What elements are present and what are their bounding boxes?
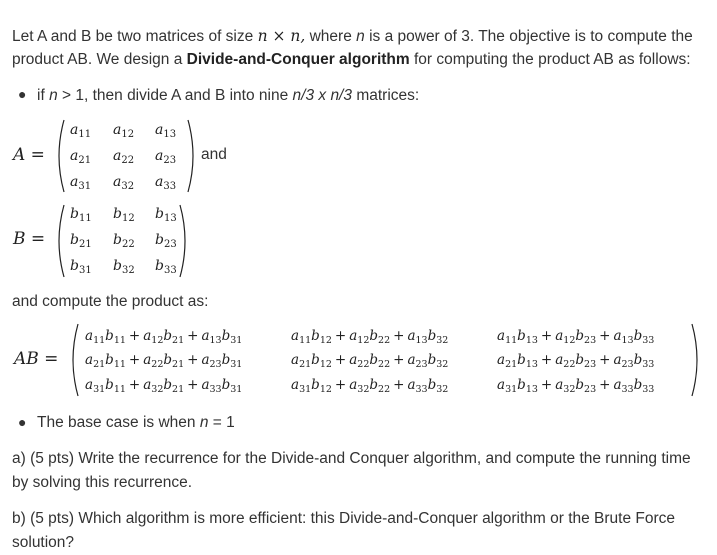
intro-text: product AB. We design a bbox=[12, 51, 183, 68]
bullet-text: = 1 bbox=[212, 414, 235, 431]
bullet-text: matrices: bbox=[356, 87, 420, 104]
matrix-b-cell: $b_{11}$ bbox=[70, 206, 92, 224]
matrix-b-cell: $b_{33}$ bbox=[155, 258, 177, 276]
matrix-b-cell: $b_{22}$ bbox=[113, 232, 135, 250]
question-a-line-2: by solving this recurrence. bbox=[12, 474, 193, 491]
intro-text: for computing the product AB as follows: bbox=[414, 51, 691, 68]
matrix-a-cell: $a_{11}$ bbox=[70, 122, 92, 140]
variable-n: n bbox=[199, 414, 209, 431]
bullet-text: The base case is when bbox=[37, 414, 196, 431]
bullet-1 bbox=[37, 84, 419, 108]
product-cell: $a_{11}b_{12} + a_{12}b_{22} + a_{13}b_{32}$ bbox=[291, 328, 449, 346]
product-cell: $a_{31}b_{13} + a_{32}b_{23} + a_{33}b_{33}$ bbox=[497, 377, 655, 395]
intro-line-2 bbox=[12, 48, 691, 72]
matrix-b-cell: $b_{32}$ bbox=[113, 258, 135, 276]
bullet-2 bbox=[37, 411, 235, 435]
question-a-line-1: a) (5 pts) Write the recurrence for the Divide-and Conquer algorithm, and compute the running time bbox=[12, 450, 691, 467]
matrix-b-cell: $b_{31}$ bbox=[70, 258, 92, 276]
bullet-text: > 1, then divide A and B into nine bbox=[62, 87, 289, 104]
matrix-a-label: A = bbox=[13, 145, 45, 165]
intro-text: is a power of 3. The objective is to compute the bbox=[369, 28, 693, 45]
variable-n: n bbox=[356, 28, 365, 45]
matrix-b-cell: $b_{21}$ bbox=[70, 232, 92, 250]
product-cell: $a_{21}b_{12} + a_{22}b_{22} + a_{23}b_{32}$ bbox=[291, 352, 449, 370]
and-text: and bbox=[201, 146, 227, 163]
matrix-a-cell: $a_{21}$ bbox=[70, 148, 92, 166]
product-cell: $a_{31}b_{12} + a_{32}b_{22} + a_{33}b_{32}$ bbox=[291, 377, 449, 395]
product-cell: $a_{11}b_{11} + a_{12}b_{21} + a_{13}b_{31}$ bbox=[85, 328, 243, 346]
intro-text: Let A and B be two matrices of size bbox=[12, 28, 254, 45]
matrix-a-cell: $a_{33}$ bbox=[155, 174, 177, 192]
matrix-a-cell: $a_{32}$ bbox=[113, 174, 135, 192]
product-cell: $a_{21}b_{13} + a_{22}b_{23} + a_{23}b_{33}$ bbox=[497, 352, 655, 370]
submatrix-size: n/3 x n/3 bbox=[292, 87, 352, 104]
matrix-a-cell: $a_{22}$ bbox=[113, 148, 135, 166]
matrix-b-label: B = bbox=[13, 229, 46, 249]
matrix-a-cell: $a_{12}$ bbox=[113, 122, 135, 140]
matrix-a-cell: $a_{23}$ bbox=[155, 148, 177, 166]
intro-line-1 bbox=[12, 24, 693, 49]
product-cell: $a_{31}b_{11} + a_{32}b_{21} + a_{33}b_{31}$ bbox=[85, 377, 243, 395]
size-expression: n × n, bbox=[257, 27, 306, 45]
product-label: AB = bbox=[14, 349, 59, 369]
matrix-a-cell: $a_{13}$ bbox=[155, 122, 177, 140]
question-b-line-1: b) (5 pts) Which algorithm is more efficient: this Divide-and-Conquer algorithm or the Brute Force bbox=[12, 510, 676, 527]
variable-n: n bbox=[49, 87, 58, 104]
bullet-text: if bbox=[37, 87, 45, 104]
question-b-line-2: solution? bbox=[12, 534, 75, 551]
intro-text: where bbox=[309, 28, 352, 45]
algorithm-name: Divide-and-Conquer algorithm bbox=[186, 51, 410, 68]
product-intro: and compute the product as: bbox=[12, 293, 209, 310]
matrix-b-cell: $b_{23}$ bbox=[155, 232, 177, 250]
bullet-icon: ● bbox=[18, 86, 27, 102]
product-cell: $a_{11}b_{13} + a_{12}b_{23} + a_{13}b_{33}$ bbox=[497, 328, 655, 346]
matrix-a-cell: $a_{31}$ bbox=[70, 174, 92, 192]
matrix-b-cell: $b_{13}$ bbox=[155, 206, 177, 224]
matrix-b-cell: $b_{12}$ bbox=[113, 206, 135, 224]
bullet-icon: ● bbox=[18, 414, 27, 430]
product-cell: $a_{21}b_{11} + a_{22}b_{21} + a_{23}b_{31}$ bbox=[85, 352, 243, 370]
